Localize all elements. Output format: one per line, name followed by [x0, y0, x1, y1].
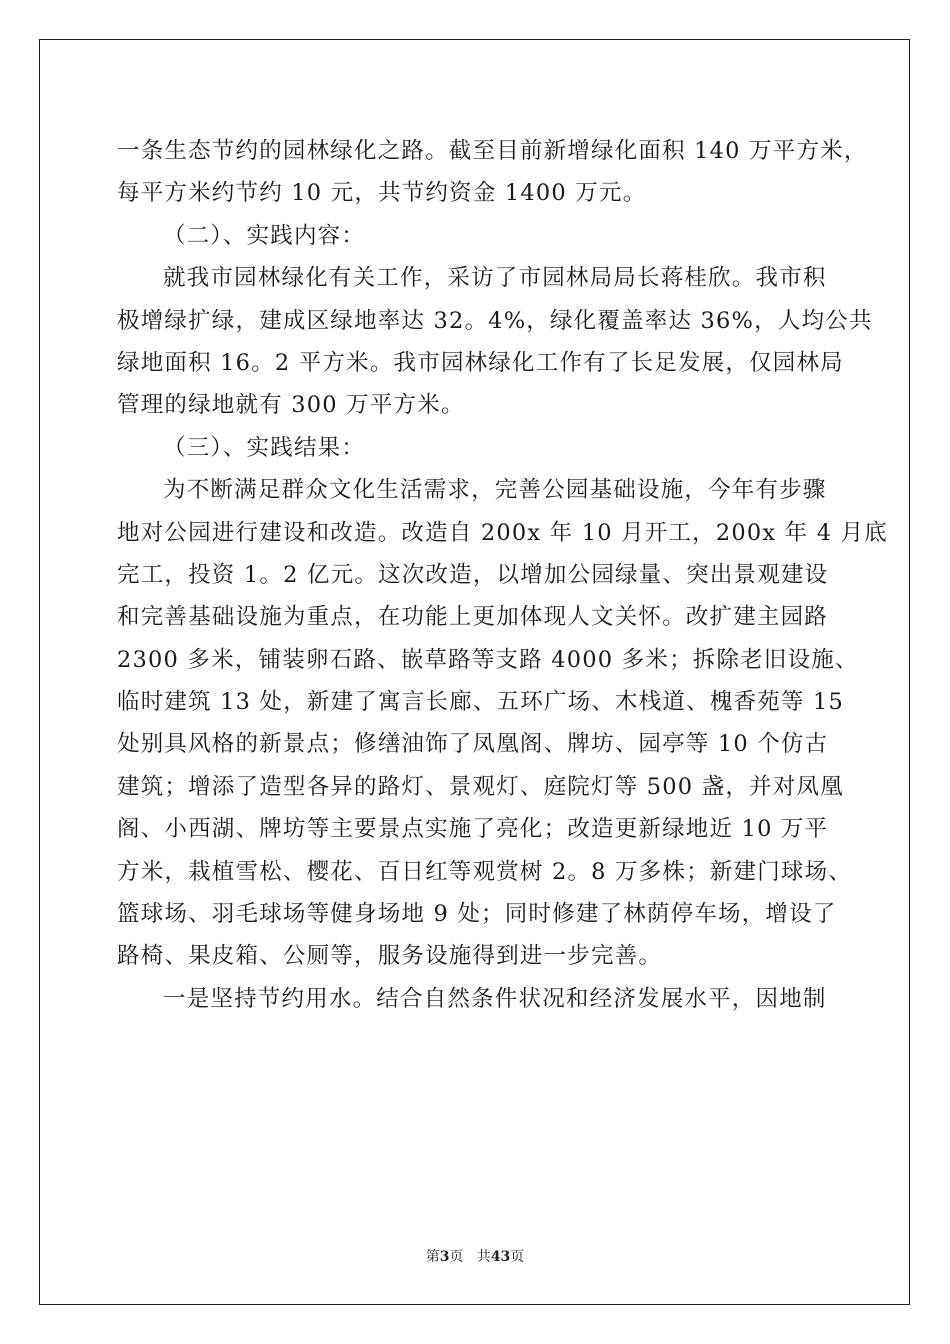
body-line: 建筑；增添了造型各异的路灯、景观灯、庭院灯等 500 盏，并对凤凰	[117, 773, 844, 800]
footer-prefix: 第	[425, 1249, 440, 1265]
body-line: 管理的绿地就有 300 万平方米。	[117, 392, 465, 419]
body-line: 路椅、果皮箱、公厕等，服务设施得到进一步完善。	[117, 943, 663, 970]
body-line: 绿地面积 16。2 平方米。我市园林绿化工作有了长足发展，仅园林局	[117, 349, 844, 376]
body-line: 和完善基础设施为重点，在功能上更加体现人文关怀。改扩建主园路	[117, 604, 829, 631]
section-heading: （三）、实践结果：	[163, 434, 366, 461]
footer-suffix: 页	[510, 1249, 525, 1265]
body-line: 就我市园林绿化有关工作，采访了市园林局局长蒋桂欣。我市积	[163, 265, 827, 292]
body-line: 每平方米约节约 10 元，共节约资金 1400 万元。	[117, 180, 647, 207]
current-page-number: 3	[439, 1249, 450, 1265]
document-body	[117, 130, 888, 1020]
body-line: 阁、小西湖、牌坊等主要景点实施了亮化；改造更新绿地近 10 万平	[117, 816, 829, 843]
body-line: 为不断满足群众文化生活需求，完善公园基础设施，今年有步骤	[163, 477, 827, 504]
body-line: 一是坚持节约用水。结合自然条件状况和经济发展水平，因地制	[163, 985, 827, 1012]
body-line: 方米，栽植雪松、樱花、百日红等观赏树 2。8 万多株；新建门球场、	[117, 858, 853, 885]
body-line: 极增绿扩绿，建成区绿地率达 32。4%，绿化覆盖率达 36%，人均公共	[117, 307, 873, 334]
body-line: 篮球场、羽毛球场等健身场地 9 处；同时修建了林荫停车场，增设了	[117, 901, 837, 928]
body-line: 处别具风格的新景点；修缮油饰了凤凰阁、牌坊、园亭等 10 个仿古	[117, 731, 829, 758]
body-line: 一条生态节约的园林绿化之路。截至目前新增绿化面积 140 万平方米，	[117, 138, 868, 164]
body-line: 完工，投资 1。2 亿元。这次改造，以增加公园绿量、突出景观建设	[117, 561, 829, 588]
body-line: 2300 多米，铺装卵石路、嵌草路等支路 4000 多米；拆除老旧设施、	[117, 646, 859, 673]
section-heading: （二）、实践内容：	[163, 222, 366, 249]
body-line: 临时建筑 13 处，新建了寓言长廊、五环广场、木栈道、槐香苑等 15	[117, 689, 845, 716]
total-pages-number: 43	[490, 1249, 511, 1265]
footer-middle: 页 共	[449, 1249, 491, 1265]
page-footer	[0, 1248, 950, 1266]
body-line: 地对公园进行建设和改造。改造自 200x 年 10 月开工，200x 年 4 月底	[117, 519, 888, 546]
